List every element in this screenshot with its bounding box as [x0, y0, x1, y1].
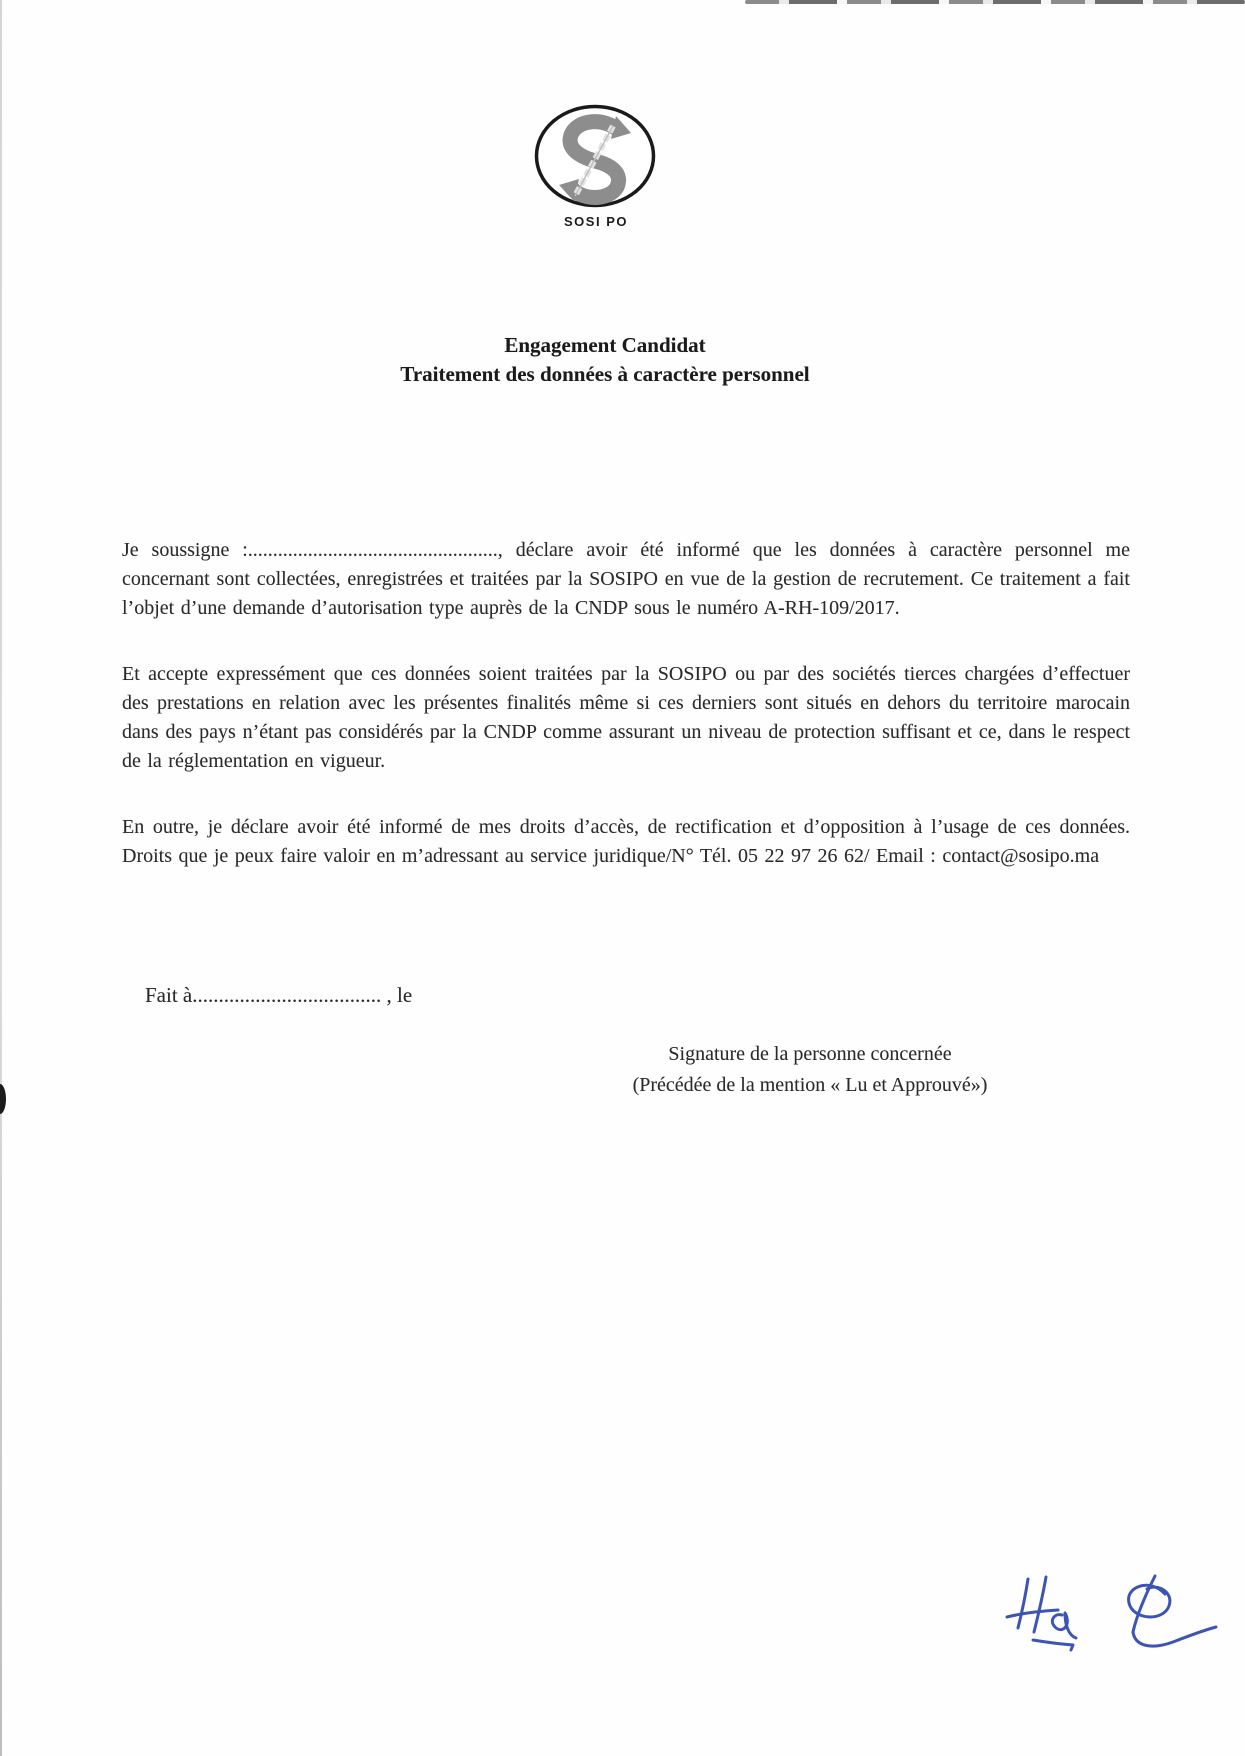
sosipo-logo-icon: [533, 104, 659, 210]
document-subtitle: Traitement des données à caractère personnel: [400, 362, 810, 386]
document-body: [122, 536, 1130, 908]
fait-a-line: Fait à.................................... , le: [145, 983, 413, 1007]
paragraph-acceptance: Et accepte expressément que ces données soient traitées par la SOSIPO ou par des sociétés tierces chargées d’effectuer des prestations en relation avec les présentes finalités même si ces derniers sont situés en dehors du territoire marocain dans des pays n’étant pas considérés par la CNDP comme assurant un niveau de protection suffisant et ce, dans le respect de la réglementation en vigueur.: [122, 663, 1130, 772]
handwritten-signature: [1005, 1570, 1220, 1670]
signature-caption-line2: (Précédée de la mention « Lu et Approuvé»): [632, 1074, 988, 1096]
signature-caption-line1: Signature de la personne concernée: [668, 1043, 952, 1065]
signature-caption: [560, 1039, 1060, 1101]
document-title: Engagement Candidat: [504, 333, 706, 357]
scan-artifact-top-edge: [745, 0, 1245, 4]
document-title-block: [0, 331, 1210, 389]
scan-artifact-left-blob: [0, 1084, 6, 1114]
scan-artifact-left-edge: [0, 0, 2, 1756]
logo-caption: SOSI PO: [564, 214, 628, 229]
paragraph-rights: En outre, je déclare avoir été informé de mes droits d’accès, de rectification et d’opposition à l’usage de ces données. Droits que je peux faire valoir en m’adressant au service juridique/N° Tél. 05 22 97 26 62/ Email : contact@sosipo.ma: [122, 816, 1130, 867]
sosipo-logo: [533, 104, 659, 229]
paragraph-declaration: Je soussigne :.................................................., déclare avoir été informé que les données à caractère personnel me concernant sont collectées, enregistrées et traitées par la SOSIPO en vue de la gestion de recrutement. Ce traitement a fait l’objet d’une demande d’autorisation type auprès de la CNDP sous le numéro A-RH-109/2017.: [122, 539, 1130, 619]
